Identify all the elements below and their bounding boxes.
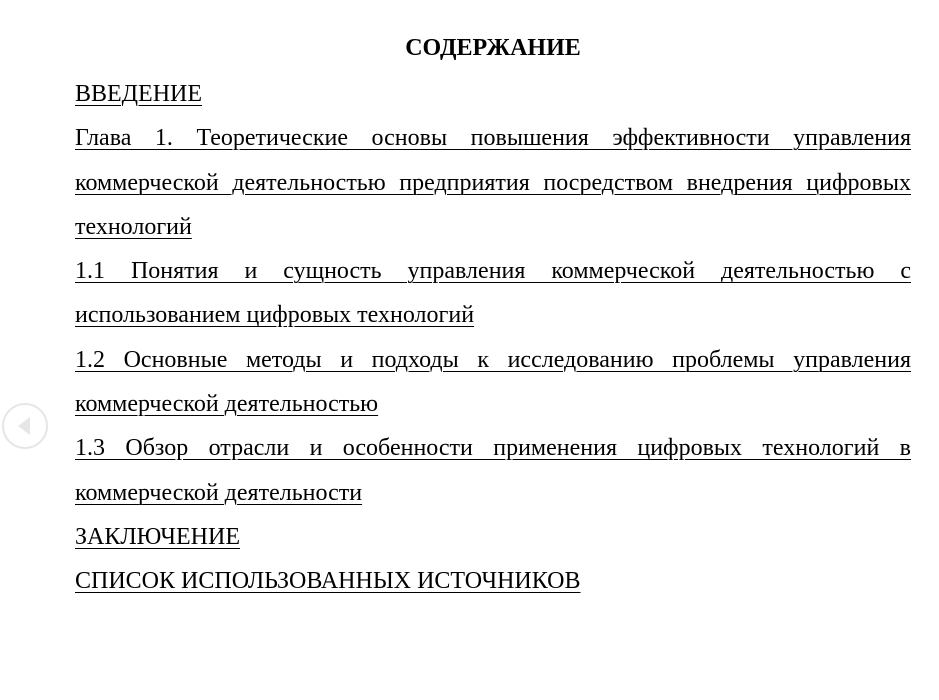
toc-entry-introduction[interactable]: ВВЕДЕНИЕ — [75, 81, 203, 107]
toc-entry-chapter-1[interactable]: Глава 1. Теоретические основы повышения эффективности управления коммерческой деятельностью предприятия посредством внедрения цифровых технологий — [75, 125, 911, 240]
table-of-contents — [75, 28, 911, 604]
toc-entry-section-1-2[interactable]: 1.2 Основные методы и подходы к исследованию проблемы управления коммерческой деятельностью — [75, 346, 911, 418]
toc-entry-conclusion[interactable]: ЗАКЛЮЧЕНИЕ — [75, 523, 240, 550]
toc-entry-section-1-1[interactable]: 1.1 Понятия и сущность управления коммерческой деятельностью с использованием цифровых технологий — [75, 258, 911, 329]
toc-title: СОДЕРЖАНИЕ — [405, 35, 581, 61]
chevron-left-icon — [4, 405, 46, 447]
previous-page-button[interactable] — [2, 403, 48, 449]
toc-entry-references[interactable]: СПИСОК ИСПОЛЬЗОВАННЫХ ИСТОЧНИКОВ — [75, 568, 581, 595]
toc-entry-section-1-3[interactable]: 1.3 Обзор отрасли и особенности применения цифровых технологий в коммерческой деятельности — [75, 435, 911, 506]
